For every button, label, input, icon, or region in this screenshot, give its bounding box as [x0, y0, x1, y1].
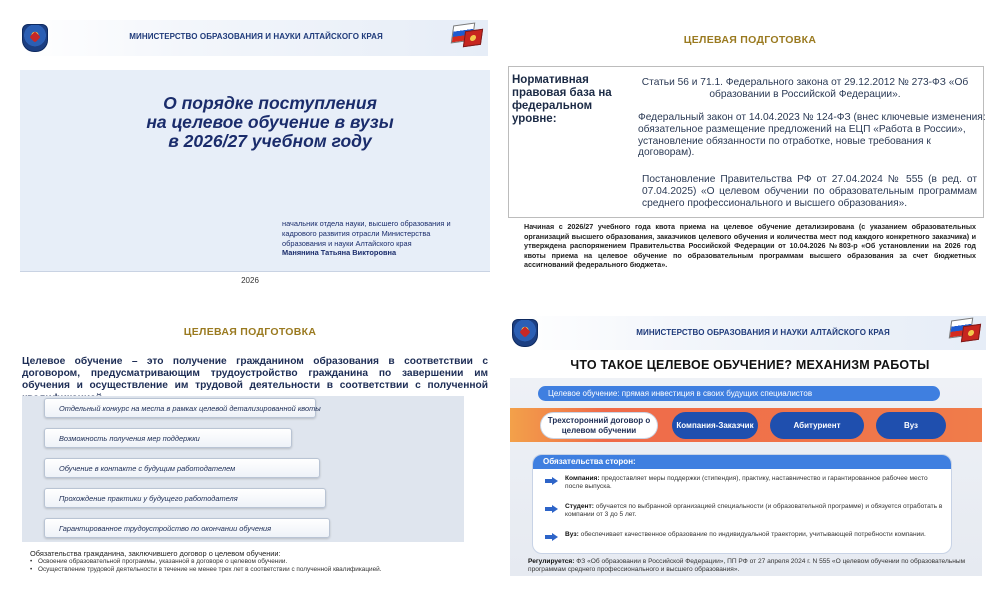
title-line: на целевое обучение в вузы	[146, 112, 394, 132]
contract-pill: Трехсторонний договор о целевом обучении	[540, 412, 658, 439]
slide-mechanism	[500, 300, 1000, 600]
altai-crest-icon	[512, 319, 538, 347]
party-pill: Компания-Заказчик	[672, 412, 758, 439]
slide-definition	[0, 300, 500, 600]
obligation-text: обучается по выбранной организацией специальности (и образовательной программе) и обязуется отработать в компании от 3 до 5 лет.	[565, 503, 943, 519]
obligations-title: Обязательства гражданина, заключившего договор о целевом обучении:	[30, 549, 281, 558]
obligation-item: • Осуществление трудовой деятельности в течение не менее трех лет в соответствии с полученной квалификацией.	[30, 566, 470, 574]
law-item: Постановление Правительства РФ от 27.04.2024 № 555 (в ред. от 07.04.2025) «О целевом обучении по образовательным программам среднего профессионального и высшего образования».	[642, 174, 977, 209]
obligations-list	[30, 558, 470, 574]
benefit-label: Возможность получения мер поддержки	[59, 434, 200, 443]
regulation-text: ФЗ «Об образовании в Российской Федерации», ПП РФ от 27 апреля 2024 г. N 555 «О целевом обучении по образовательным программам среднего профессионального и высшего образования».	[528, 558, 966, 574]
definition-pill: Целевое обучение: прямая инвестиция в своих будущих специалистов	[538, 386, 940, 401]
author-position: кадрового развития отрасли Министерства	[282, 228, 431, 238]
section-title: ЦЕЛЕВАЯ ПОДГОТОВКА	[683, 34, 817, 46]
obligations-panel	[532, 454, 952, 554]
altai-crest-icon	[22, 24, 48, 52]
author-block	[282, 219, 488, 258]
author-position: начальник отдела науки, высшего образования и	[282, 219, 451, 228]
party-name: Вуз:	[565, 531, 579, 538]
benefits-list	[22, 396, 464, 542]
author-position: образования и науки Алтайского края	[282, 238, 412, 248]
obligation-university	[565, 531, 945, 539]
arrow-right-icon	[545, 533, 559, 541]
slide-header	[510, 316, 986, 350]
party-pill: Вуз	[876, 412, 946, 439]
arrow-right-icon	[545, 505, 559, 513]
mechanism-card	[510, 378, 982, 576]
slide-header	[20, 20, 488, 56]
obligation-text: обеспечивает качественное образование по индивидуальной траектории, учитывающей потребности компании.	[578, 531, 926, 538]
regulation-note	[528, 558, 968, 575]
benefit-label: Обучение в контакте с будущим работодателем	[59, 464, 236, 473]
slide-title	[0, 0, 500, 300]
benefit-label: Прохождение практики у будущего работодателя	[59, 494, 238, 503]
obligations-header: Обязательства сторон:	[533, 455, 951, 469]
mechanism-title: ЧТО ТАКОЕ ЦЕЛЕВОЕ ОБУЧЕНИЕ? МЕХАНИЗМ РАБОТЫ	[570, 358, 930, 372]
benefit-item	[44, 428, 292, 448]
law-item: Федеральный закон от 14.04.2023 № 124-ФЗ (внес ключевые изменения: обязательное размещение предложений на ЕЦП «Работа в России», установление обязанности по отработке, новые требования к договорам).	[638, 112, 986, 159]
flags-icon	[452, 24, 484, 50]
arrow-right-icon	[545, 477, 559, 485]
author-name: Манянина Татьяна Викторовна	[282, 248, 397, 258]
benefit-item	[44, 518, 330, 538]
definition-text: Целевое обучение – это получение гражданином образования в соответствии с договором, предусматривающим трудоустройство гражданина по завершении им обучения и осуществление им трудовой деятельности в соответствии с полученной	[22, 356, 488, 392]
benefit-item	[44, 458, 320, 478]
benefit-label: Гарантированное трудоустройство по окончании обучения	[59, 524, 272, 533]
slide-legal-basis	[500, 0, 1000, 300]
benefit-label: Отдельный конкурс на места в рамках целевой детализированной квоты	[59, 404, 321, 413]
flags-icon	[950, 319, 982, 345]
ministry-title: МИНИСТЕРСТВО ОБРАЗОВАНИЯ И НАУКИ АЛТАЙСКОГО КРАЯ	[129, 32, 383, 41]
quota-note: Начиная с 2026/27 учебного года квота приема на целевое обучение детализирована (с указанием образовательных организаций высшего образования, заказчиков целевого обучения и количества мест под каждого конкретного заказчика) и утверждена распоряжением Правительства Российской Федерации от 10.04.2026 №803-р «Об установлении на 2026 год квоты приема на целевое обучение по образовательным программам высшего образования за счет бюджетных ассигнований федерального бюджета».	[524, 222, 976, 270]
obligation-text: предоставляет меры поддержки (стипендия), практику, наставничество и гарантированное рабочее место после выпуска.	[565, 475, 928, 491]
regulation-label: Регулируется:	[528, 558, 575, 565]
obligation-student	[565, 503, 945, 520]
title-line: в 2026/27 учебном году	[168, 131, 372, 151]
obligation-item: • Освоение образовательной программы, указанной в договоре о целевом обучении.	[30, 558, 470, 566]
title-line: О порядке поступления	[163, 93, 377, 113]
law-item: Статьи 56 и 71.1. Федерального закона от 29.12.2012 № 273-ФЗ «Об образовании в Российской Федерации».	[641, 77, 969, 100]
party-pill: Абитуриент	[770, 412, 864, 439]
legal-basis-label: Нормативная правовая база на федеральном уровне:	[512, 74, 612, 125]
benefit-item	[44, 488, 326, 508]
year-label: 2026	[241, 276, 259, 285]
section-title: ЦЕЛЕВАЯ ПОДГОТОВКА	[183, 326, 317, 338]
ministry-title: МИНИСТЕРСТВО ОБРАЗОВАНИЯ И НАУКИ АЛТАЙСКОГО КРАЯ	[636, 328, 890, 337]
presentation-title	[80, 94, 460, 151]
title-panel	[20, 70, 490, 272]
party-name: Студент:	[565, 503, 594, 510]
obligation-company	[565, 475, 945, 492]
party-name: Компания:	[565, 475, 600, 482]
benefit-item	[44, 398, 321, 418]
